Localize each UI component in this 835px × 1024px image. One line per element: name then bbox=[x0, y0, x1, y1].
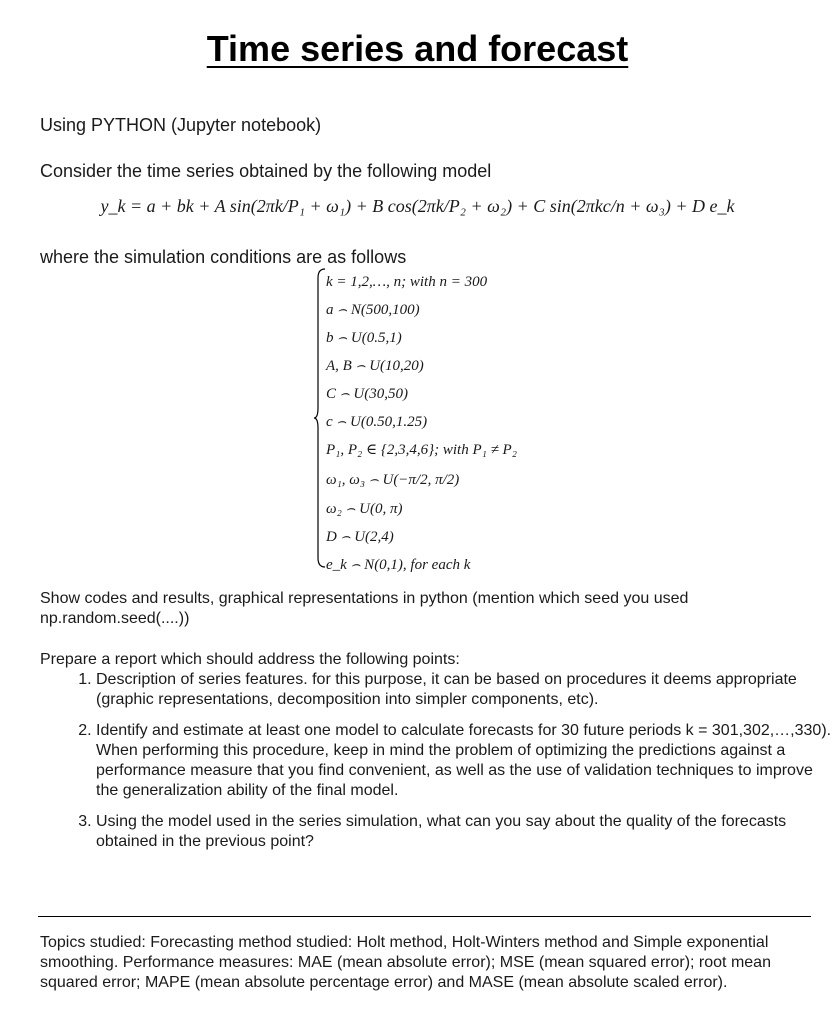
conditions-brace bbox=[314, 268, 326, 568]
condition-ek: e_k ⌢ N(0,1), for each k bbox=[326, 557, 471, 573]
model-formula: y_k = a + bk + A sin(2πk/P₁ + ω₁) + B cos(2πk/P₂ + ω₂) + C sin(2πkc/n + ω₃) + D e_k bbox=[100, 196, 735, 216]
show-codes-paragraph: Show codes and results, graphical representations in python (mention which seed you used np.random.seed(....)) bbox=[40, 590, 689, 627]
condition-omega2: ω₂ ⌢ U(0, π) bbox=[326, 501, 403, 517]
intro-line-python: Using PYTHON (Jupyter notebook) bbox=[40, 115, 322, 135]
report-points-list bbox=[54, 670, 835, 863]
list-item bbox=[96, 721, 835, 801]
condition-a: a ⌢ N(500,100) bbox=[326, 302, 420, 318]
intro-line-model: Consider the time series obtained by the following model bbox=[40, 161, 492, 181]
condition-c-lower: c ⌢ U(0.50,1.25) bbox=[326, 414, 428, 430]
page-title: Time series and forecast bbox=[206, 28, 629, 69]
condition-k: k = 1,2,…, n; with n = 300 bbox=[326, 274, 488, 290]
list-item bbox=[96, 670, 835, 710]
list-item bbox=[96, 812, 835, 852]
condition-d: D ⌢ U(2,4) bbox=[326, 529, 394, 545]
condition-omega1-omega3: ω₁, ω₃ ⌢ U(−π/2, π/2) bbox=[326, 472, 460, 488]
condition-a-b: A, B ⌢ U(10,20) bbox=[326, 358, 424, 374]
point-2-text: Identify and estimate at least one model to calculate forecasts for 30 future periods k = 301,302,…,330). bbox=[96, 722, 832, 739]
condition-b: b ⌢ U(0.5,1) bbox=[326, 330, 402, 346]
condition-p1-p2: P₁, P₂ ∈ {2,3,4,6}; with P₁ ≠ P₂ bbox=[326, 442, 517, 458]
point-3-text: Using the model used in the series simulation, what can you say about the quality of the forecasts obtained in the previous point? bbox=[96, 813, 787, 850]
condition-c-upper: C ⌢ U(30,50) bbox=[326, 386, 408, 402]
point-1-text: Description of series features. for this purpose, it can be based on procedures it deems appropriate (graphic representations, decomposition into simpler components, etc). bbox=[96, 671, 797, 708]
topics-studied: Topics studied: Forecasting method studied: Holt method, Holt-Winters method and Simple exponential smoothing. Performance measures: MAE (mean absolute error); MSE (mean squared error); root mean squared error; MAPE (mean absolute percentage error) and MASE (mean absolute scaled error). bbox=[40, 934, 771, 991]
prepare-report-heading: Prepare a report which should address the following points: bbox=[40, 651, 460, 668]
intro-line-conditions: where the simulation conditions are as follows bbox=[40, 247, 407, 267]
divider bbox=[38, 916, 811, 917]
point-2-detail: When performing this procedure, keep in mind the problem of optimizing the predictions against a performance measure that you find convenient, as well as the use of validation techniques to improve the generalization ability of the final model. bbox=[96, 742, 813, 799]
